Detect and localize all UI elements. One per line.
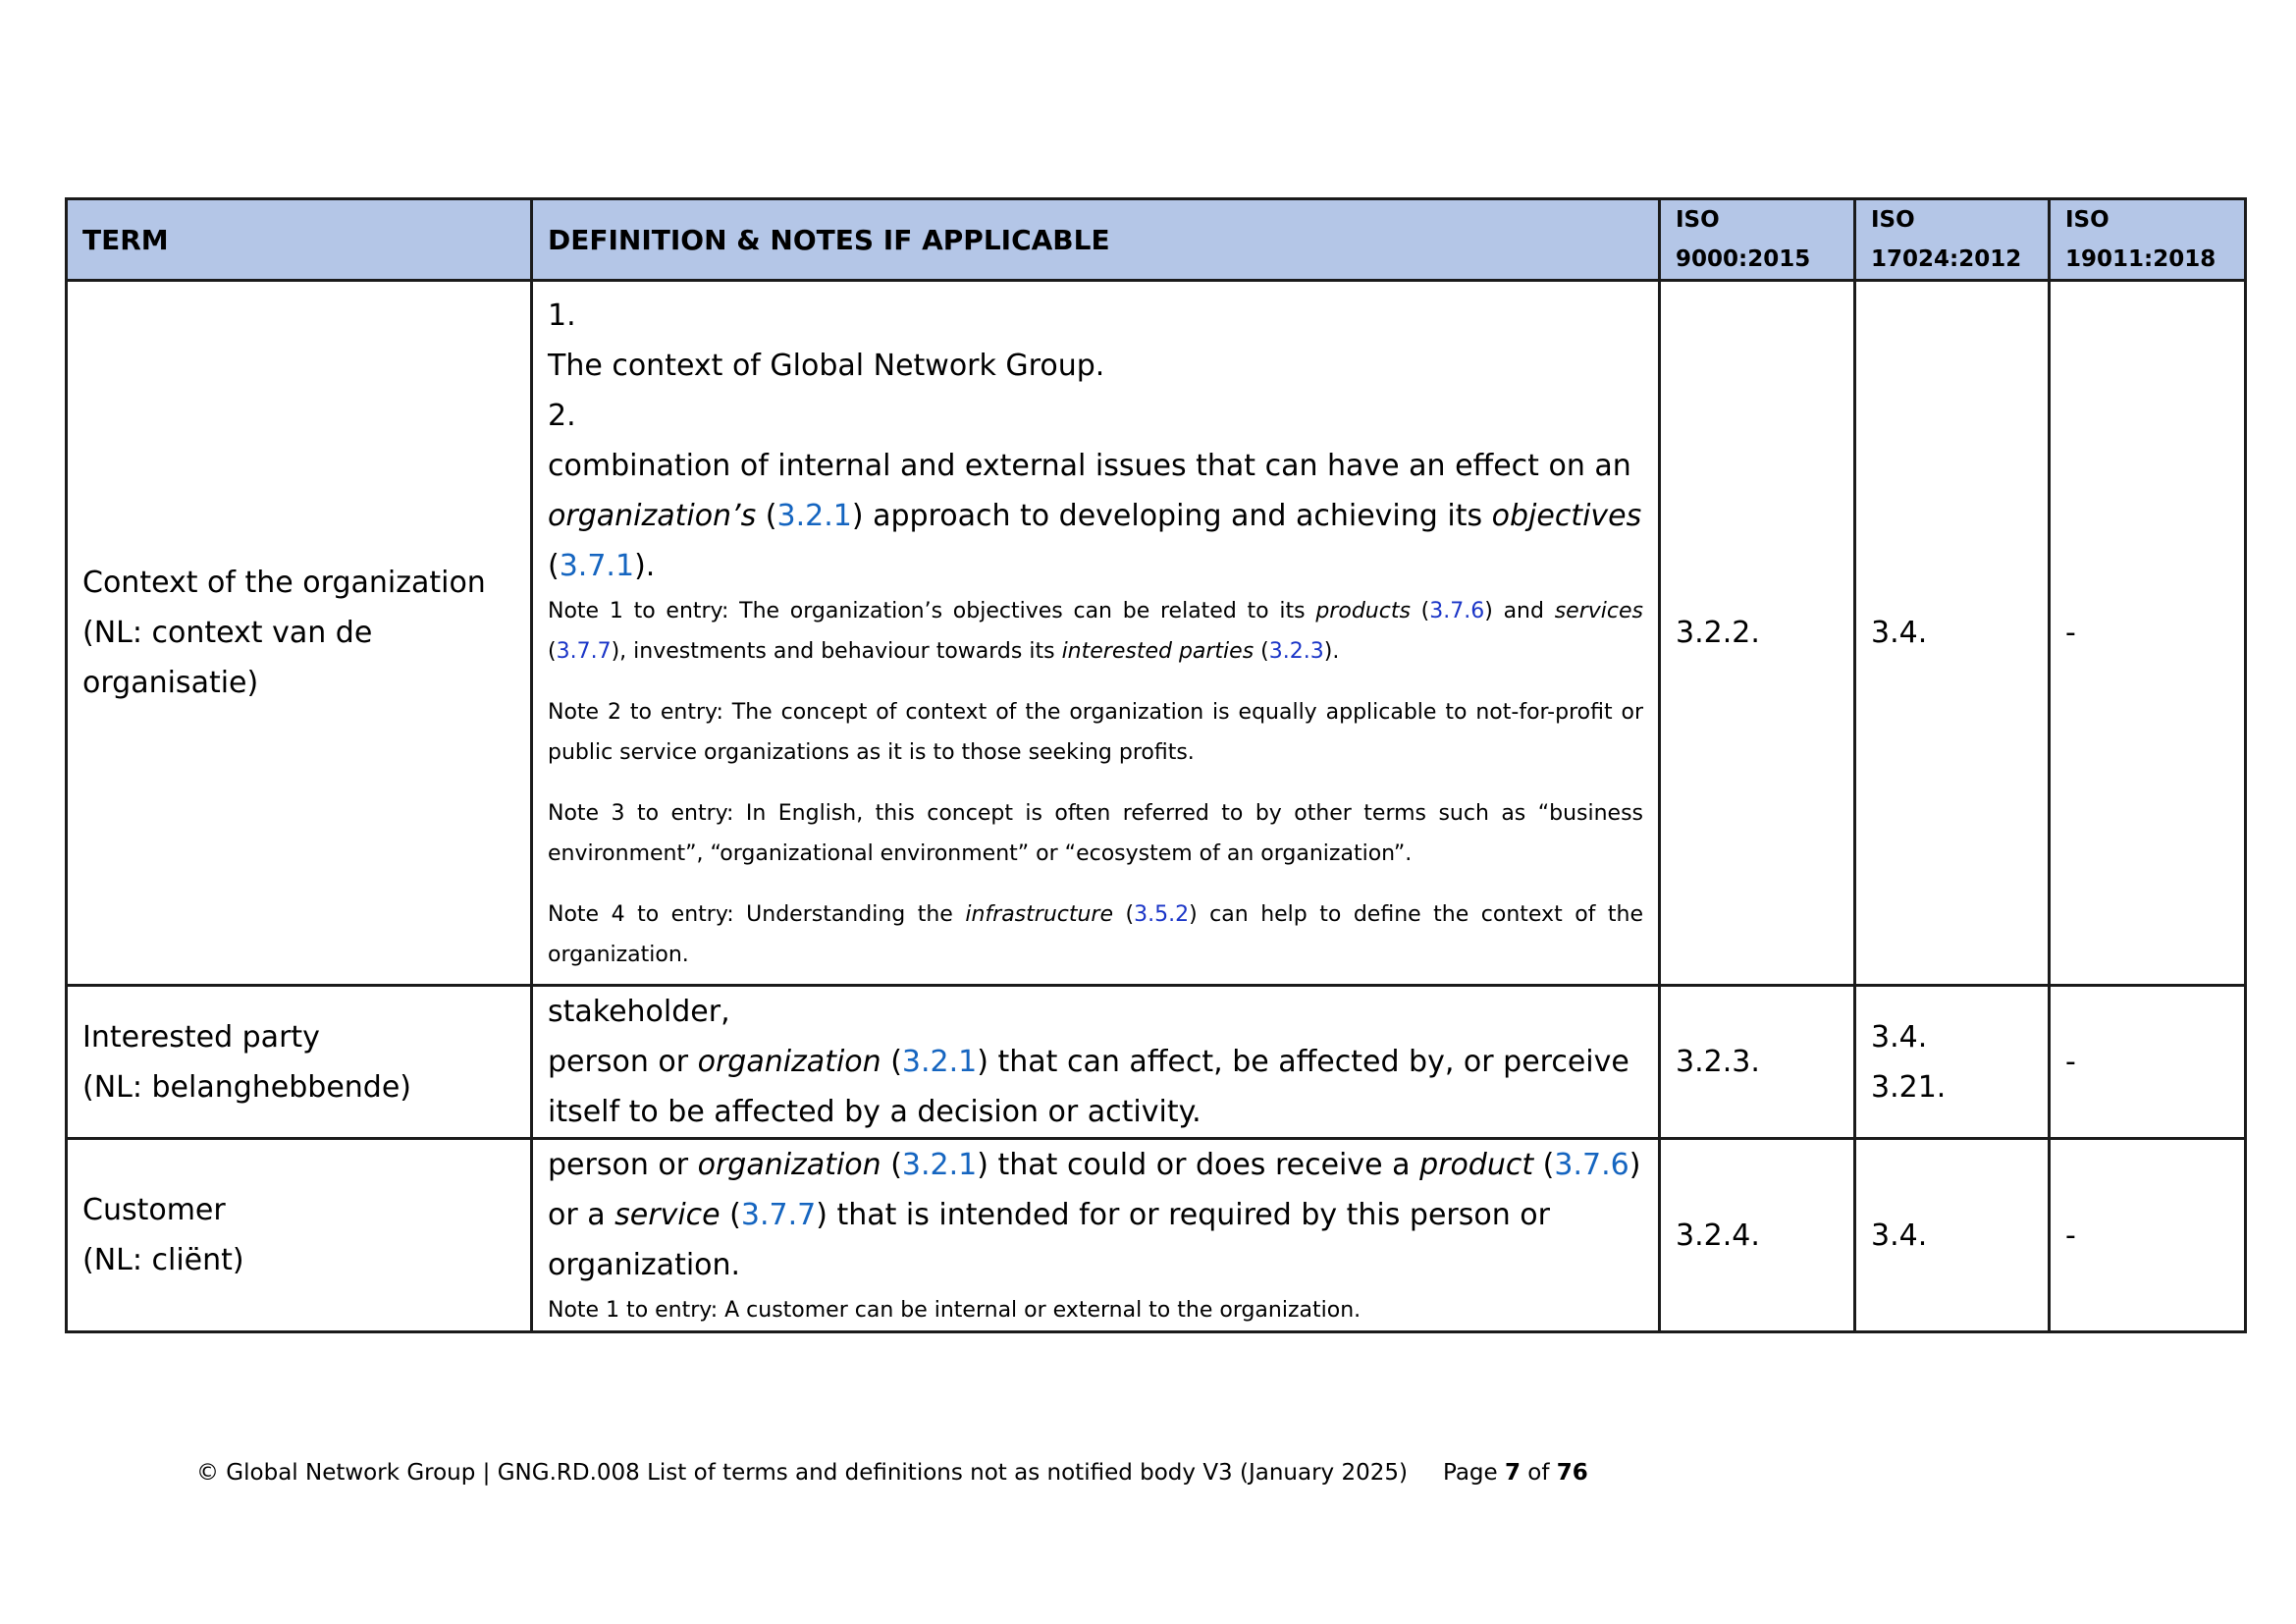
reference-link[interactable]: 3.7.6 — [1429, 599, 1485, 623]
reference-link[interactable]: 3.2.1 — [776, 499, 852, 533]
header-term: TERM — [67, 199, 532, 281]
definition-text: 1. — [548, 298, 576, 333]
definition-text: 2. — [548, 399, 576, 433]
note-1: Note 1 to entry: The organization’s objectives can be related to its products (3.7.6) and services (3.7.7), investments and behaviour towards its interested parties (3.2.3). — [548, 599, 1643, 664]
reference-link[interactable]: 3.7.7 — [556, 639, 612, 664]
term-english: Interested party — [82, 1019, 320, 1055]
definition-text: The context of Global Network Group. — [548, 349, 1105, 383]
iso-19011-ref: - — [2050, 986, 2246, 1139]
definition-text: combination of internal and external issues that can have an effect on an — [548, 449, 1631, 483]
iso-17024-ref: 3.4. 3.21. — [1855, 986, 2050, 1139]
header-iso-19011-label: ISO — [2065, 207, 2109, 233]
reference-link[interactable]: 3.7.1 — [559, 549, 635, 583]
iso-9000-ref: 3.2.3. — [1660, 986, 1855, 1139]
iso-9000-ref: 3.2.2. — [1660, 281, 1855, 986]
note-3: Note 3 to entry: In English, this concept is often referred to by other terms such as “business environment”, “organizational environment” or “ecosystem of an organization”. — [548, 801, 1643, 866]
term-cell — [67, 1139, 532, 1332]
definition-text: stakeholder, — [548, 995, 730, 1029]
reference-link[interactable]: 3.7.7 — [740, 1198, 817, 1232]
iso-17024-ref: 3.4. — [1855, 281, 2050, 986]
footer-of-label: of — [1521, 1460, 1557, 1486]
italic-term: organization — [697, 1045, 881, 1079]
term-english: Context of the organization — [82, 566, 486, 600]
iso-19011-ref: - — [2050, 1139, 2246, 1332]
italic-term: organization — [697, 1148, 881, 1182]
terms-table — [65, 197, 2247, 1333]
header-iso-17024-version: 17024:2012 — [1871, 246, 2022, 272]
table-row — [67, 986, 2246, 1139]
header-iso-9000-version: 9000:2015 — [1676, 246, 1811, 272]
reference-link[interactable]: 3.5.2 — [1134, 902, 1190, 927]
table-row — [67, 281, 2246, 986]
header-iso-17024 — [1855, 199, 2050, 281]
footer-page-number: 7 — [1504, 1460, 1521, 1486]
footer-copyright: © Global Network Group | GNG.RD.008 List of terms and definitions not as notified body V3 (January 2025) — [196, 1460, 1408, 1486]
table-header-row — [67, 199, 2246, 281]
footer-page-label: Page — [1442, 1460, 1505, 1486]
definition-text: (3.7.1). — [548, 549, 656, 583]
footer-page-total: 76 — [1556, 1460, 1588, 1486]
term-dutch: (NL: belanghebbende) — [82, 1069, 412, 1105]
term-dutch: (NL: context van de organisatie) — [82, 616, 373, 700]
definition-text: person or organization (3.2.1) that could or does receive a product (3.7.6) or a service (3.7.7) that is intended for or required by this person or organization. — [548, 1148, 1641, 1282]
reference-link[interactable]: 3.2.1 — [901, 1148, 978, 1182]
header-iso-19011-version: 19011:2018 — [2065, 246, 2216, 272]
iso-17024-ref: 3.4. — [1855, 1139, 2050, 1332]
definition-cell — [532, 1139, 1660, 1332]
term-cell — [67, 986, 532, 1139]
header-iso-17024-label: ISO — [1871, 207, 1915, 233]
definition-text: person or organization (3.2.1) that can affect, be affected by, or perceive itself to be affected by a decision or activity. — [548, 1045, 1629, 1129]
reference-link[interactable]: 3.2.3 — [1268, 639, 1324, 664]
reference-link[interactable]: 3.2.1 — [901, 1045, 978, 1079]
term-dutch: (NL: cliënt) — [82, 1243, 244, 1277]
header-iso-19011 — [2050, 199, 2246, 281]
header-definition: DEFINITION & NOTES IF APPLICABLE — [532, 199, 1660, 281]
note-2: Note 2 to entry: The concept of context of the organization is equally applicable to not-for-profit or public service organizations as it is to those seeking profits. — [548, 700, 1643, 765]
header-iso-9000 — [1660, 199, 1855, 281]
page-footer — [196, 1460, 1588, 1486]
header-iso-9000-label: ISO — [1676, 207, 1720, 233]
definition-cell — [532, 281, 1660, 986]
italic-term: service — [614, 1198, 721, 1232]
reference-link[interactable]: 3.7.6 — [1554, 1148, 1629, 1182]
note-4: Note 4 to entry: Understanding the infrastructure (3.5.2) can help to define the context of the organization. — [548, 902, 1644, 967]
definition-text: organization’s (3.2.1) approach to developing and achieving its objectives — [548, 499, 1642, 533]
term-english: Customer — [82, 1193, 226, 1227]
italic-term: product — [1419, 1148, 1534, 1182]
definition-cell — [532, 986, 1660, 1139]
iso-19011-ref: - — [2050, 281, 2246, 986]
note-1: Note 1 to entry: A customer can be internal or external to the organization. — [548, 1298, 1362, 1323]
italic-term: objectives — [1491, 499, 1642, 533]
italic-term: organization’s — [548, 499, 757, 533]
table-row — [67, 1139, 2246, 1332]
iso-9000-ref: 3.2.4. — [1660, 1139, 1855, 1332]
term-cell — [67, 281, 532, 986]
